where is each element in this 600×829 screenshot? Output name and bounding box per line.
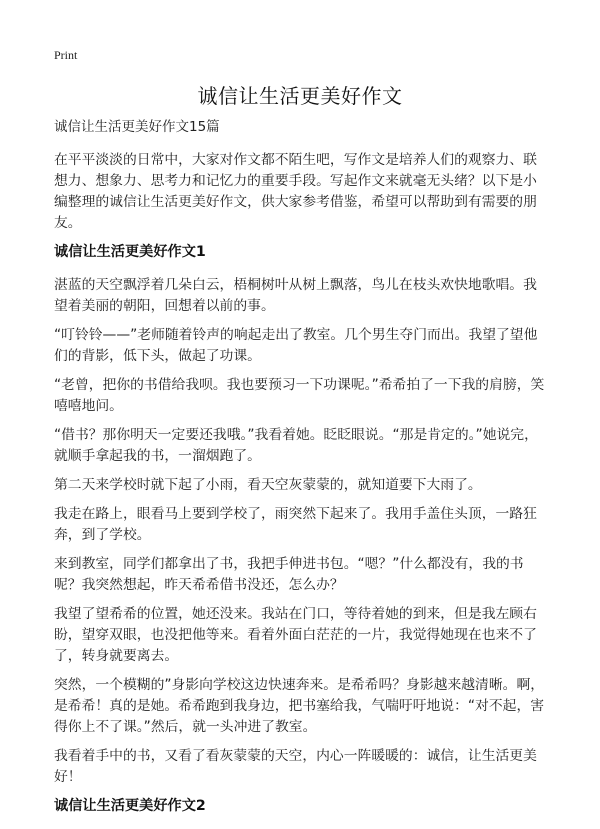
intro-paragraph: 在平平淡淡的日常中，大家对作文都不陌生吧，写作文是培养人们的观察力、联想力、想象力、思考力和记忆力的重要手段。写起作文来就毫无头绪？以下是小编整理的诚信让生活更美好作文，供大家参考借鉴，希望可以帮助到有需要的朋友。: [54, 152, 537, 231]
paragraph: “借书？那你明天一定要还我哦。”我看着她。眨眨眼说。“那是肯定的。”她说完，就顺手拿起我的书，一溜烟跑了。: [54, 427, 538, 464]
article-body: [54, 117, 548, 829]
paragraph: 突然，一个模糊的”身影向学校这边快速奔来。是希希吗？身影越来越清晰。啊，是希希！真的是她。希希跑到我身边，把书塞给我，气喘吁吁地说：“对不起，害得你上不了课。”然后，就一头冲进了教室。: [54, 677, 545, 735]
article-subtitle: 诚信让生活更美好作文15篇: [54, 119, 220, 135]
section-heading-1: 诚信让生活更美好作文1: [54, 244, 206, 260]
paragraph: 我走在路上，眼看马上要到学校了，雨突然下起来了。我用手盖住头顶，一路狂奔，到了学校。: [54, 506, 537, 543]
print-link[interactable]: Print: [54, 48, 78, 62]
paragraph: 我看着手中的书，又看了看灰蒙蒙的天空，内心一阵暖暖的：诚信，让生活更美好！: [54, 748, 537, 785]
section-heading-2: 诚信让生活更美好作文2: [54, 798, 206, 814]
paragraph: 湛蓝的天空飘浮着几朵白云，梧桐树叶从树上飘落，鸟儿在枝头欢快地歌唱。我望着美丽的朝阳，回想着以前的事。: [54, 277, 537, 314]
paragraph: 第二天来学校时就下起了小雨，看天空灰蒙蒙的，就知道要下大雨了。: [54, 477, 482, 493]
paragraph: 我望了望希希的位置，她还没来。我站在门口，等待着她的到来，但是我左顾右盼，望穿双眼，也没把他等来。看着外面白茫茫的一片，我觉得她现在也来不了了，转身就要离去。: [54, 606, 537, 664]
paragraph: “叮铃铃——”老师随着铃声的响起走出了教室。几个男生夺门而出。我望了望他们的背影，低下头，做起了功课。: [54, 327, 538, 364]
page-title: 诚信让生活更美好作文: [197, 84, 403, 108]
paragraph: “老曾，把你的书借给我呗。我也要预习一下功课呢。”希希拍了一下我的肩膀，笑嘻嘻地问。: [54, 377, 545, 414]
paragraph: 来到教室，同学们都拿出了书，我把手伸进书包。“嗯？”什么都没有，我的书呢？我突然想起，昨天希希借书没还，怎么办？: [54, 556, 524, 593]
